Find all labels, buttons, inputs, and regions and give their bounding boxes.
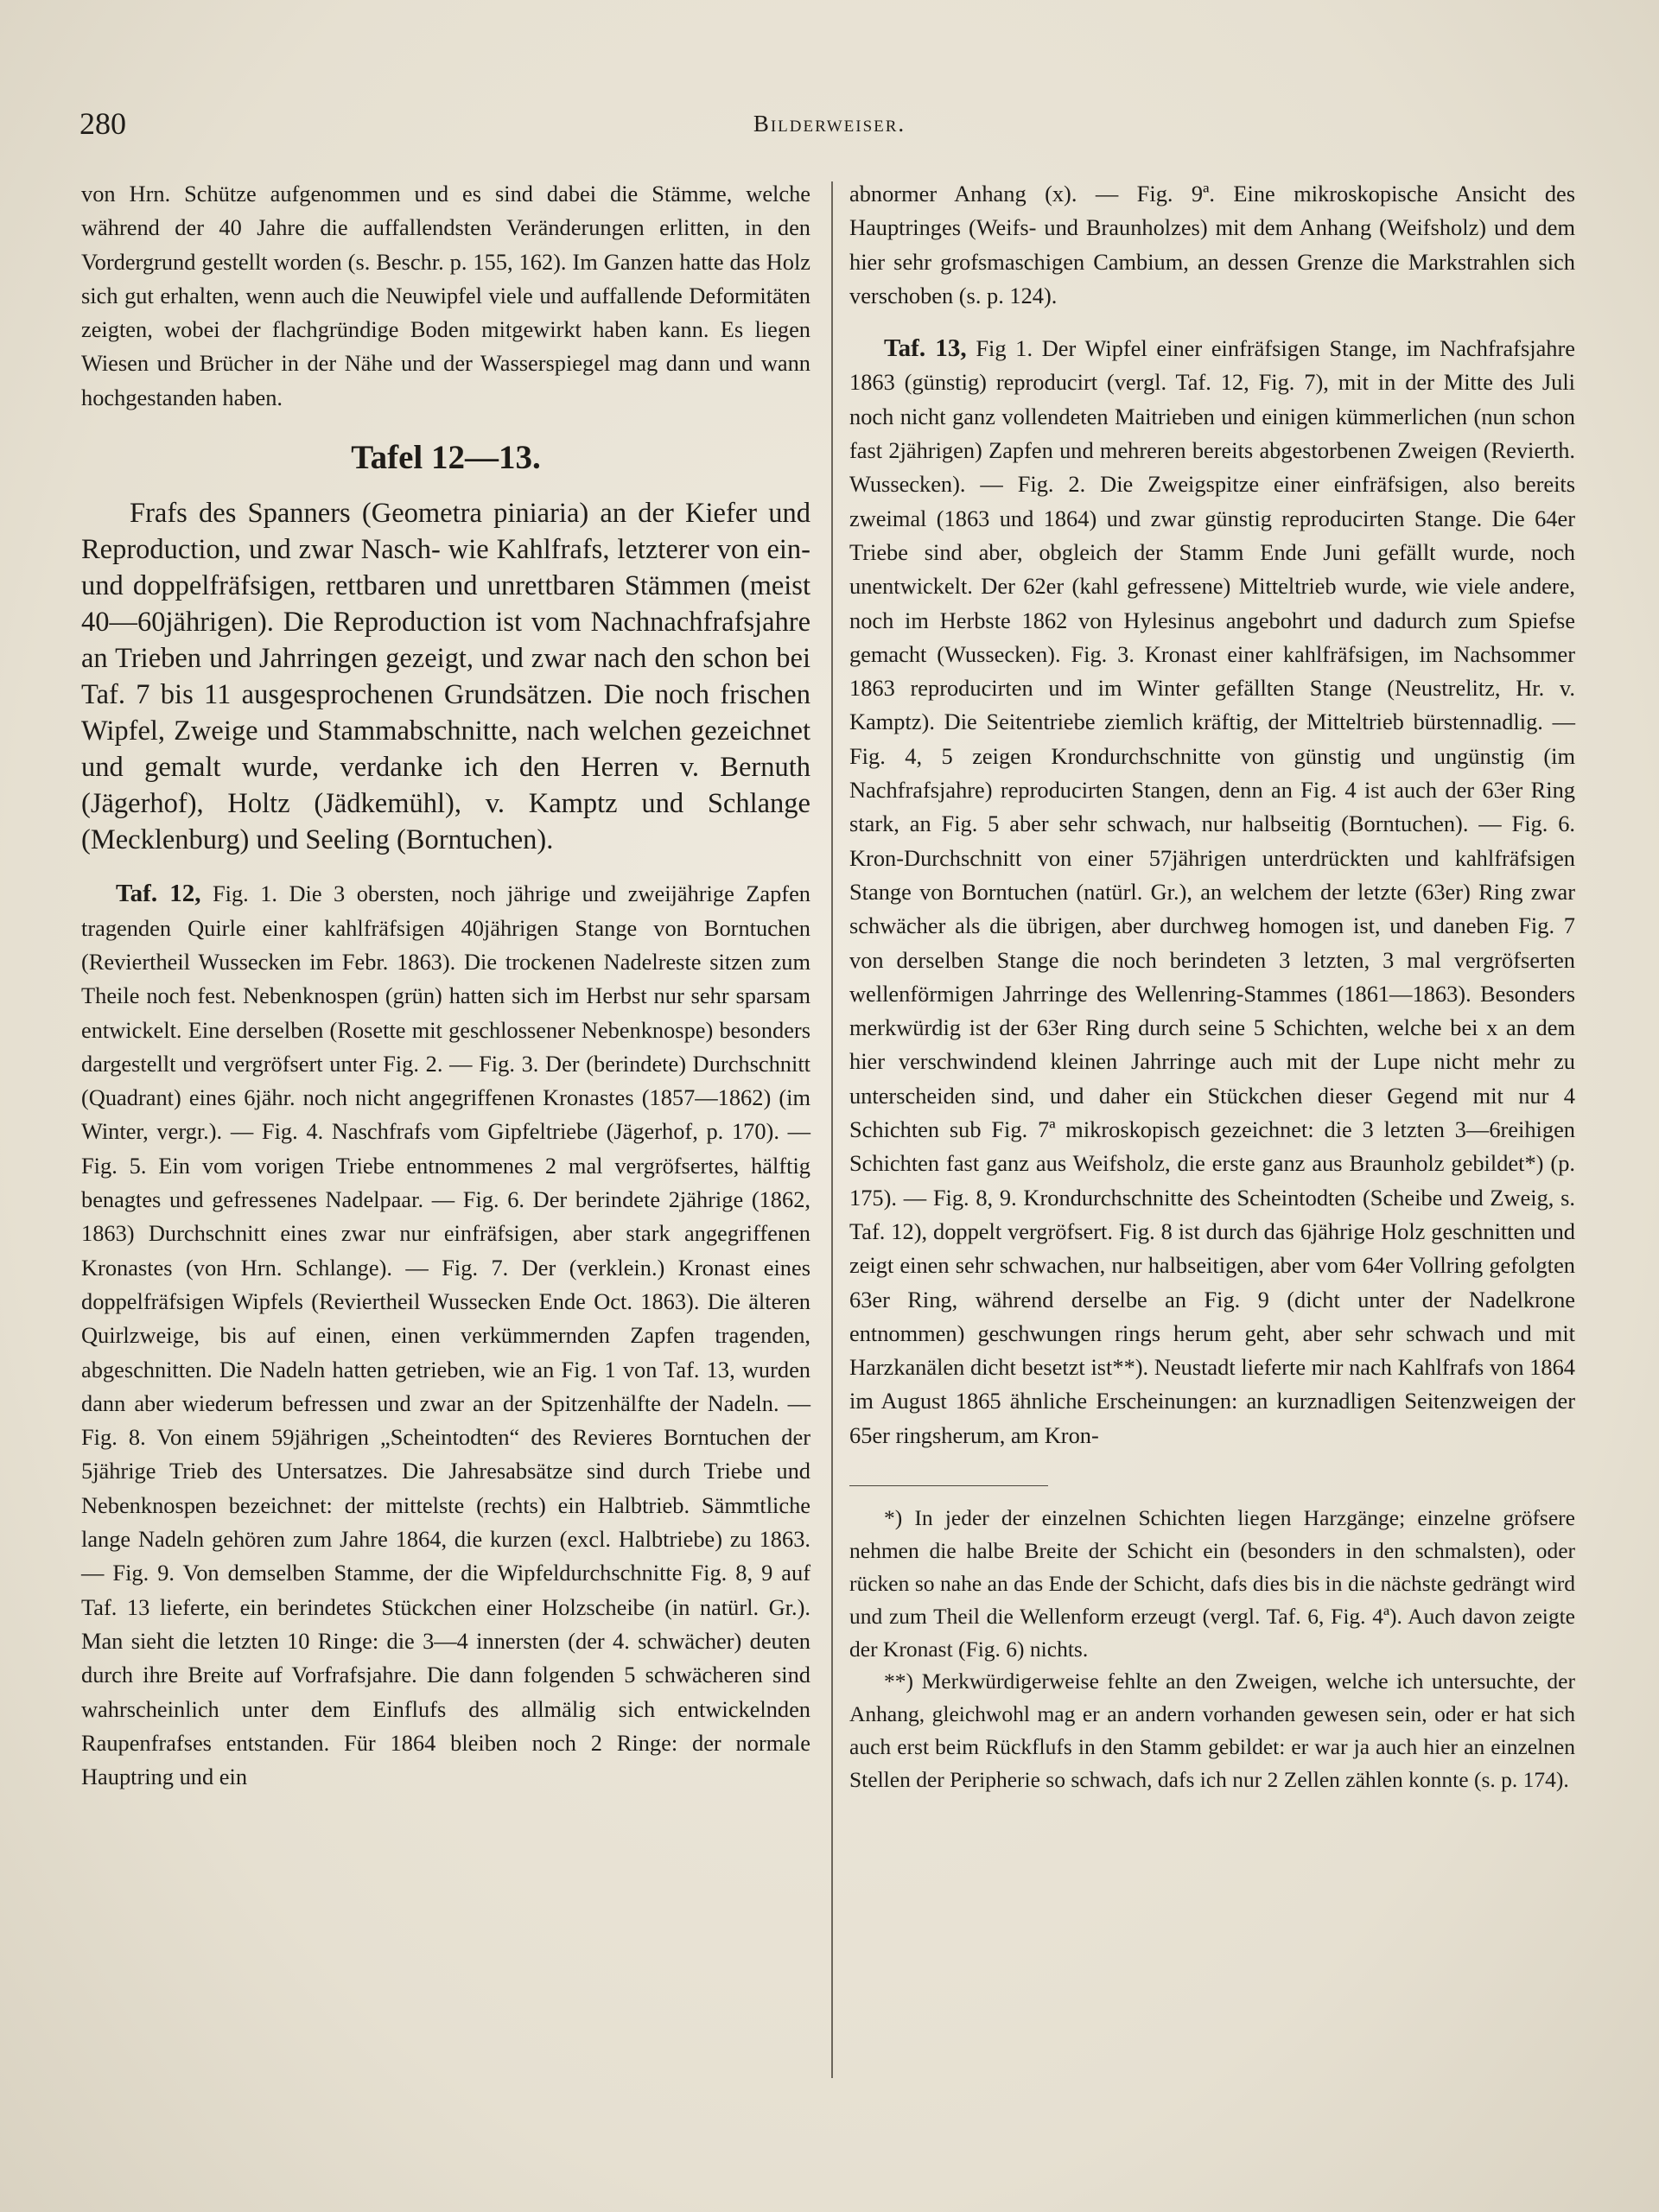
taf12-text: Fig. 1. Die 3 obersten, noch jährige und zweijährige Zapfen tragenden Quirle einer kahlfräfsigen 40jährigen Stange von Borntuchen (Reviertheil Wussecken im Febr. 1863). Die trockenen Nadelreste sitzen zum Theile noch fest. Nebenknospen (grün) hatten sich im Herbst nur sehr sparsam entwickelt. Eine derselben (Rosette mit geschlossener Nebenknospe) besonders dargestellt und vergröfsert unter Fig. 2. — Fig. 3. Der (berindete) Durchschnitt (Quadrant) eines 6jähr. noch nicht angegriffenen Kronastes (1857—1862) (im Winter, vergr.). — Fig. 4. Naschfrafs vom Gipfeltriebe (Jägerhof, p. 170). — Fig. 5. Ein vom vorigen Triebe entnommenes 2 mal vergröfsertes, hälftig benagtes und gefressenes Nadelpaar. — Fig. 6. Der berindete 2jährige (1862, 1863) Durchschnitt eines zwar nur einfräfsigen, aber stark angegriffenen Kronastes (von Hrn. Schlange). — Fig. 7. Der (verklein.) Kronast eines doppelfräfsigen Wipfels (Reviertheil Wussecken Ende Oct. 1863). Die älteren Quirlzweige, bis auf einen, einen verkümmernden Zapfen tragenden, abgeschnitten. Die Nadeln hatten getrieben, wie an Fig. 1 von Taf. 13, wurden dann aber wiederum befressen und zwar an der Spitzenhälfte der Nadeln. — Fig. 8. Von einem 59jährigen „Scheintodten“ des Revieres Borntuchen der 5jährige Trieb des Untersatzes. Die Jahresabsätze sind durch Triebe und Nebenknospen bezeichnet: der mittelste (rechts) ein Halbtrieb. Sämmtliche lange Nadeln gehören zum Jahre 1864, die kurzen (excl. Halbtriebe) zu 1863. — Fig. 9. Von demselben Stamme, der die Wipfeldurchschnitte Fig. 8, 9 auf Taf. 13 lieferte, ein berindetes Stückchen einer Holzscheibe (in natürl. Gr.). Man sieht die letzten 10 Ringe: die 3—4 innersten (der 4. schwächer) deuten durch ihre Breite auf Vorfrafsjahre. Die dann folgenden 5 schwächeren sind wahrscheinlich unter dem Einflufs des allmälig sich entwickelnden Raupenfrafses entstanden. Für 1864 bleiben noch 2 Ringe: der normale Hauptring und ein [81,880,810,1790]
running-head [79,105,1580,140]
column-divider [831,181,833,2078]
footnote-2: **) Merkwürdigerweise fehlte an den Zweigen, welche ich untersuchte, der Anhang, gleichwohl mag er an andern vorhanden gewesen sein, oder er hat sich auch erst beim Rückflufs in den Stamm gebildet: er war ja auch hier an einzelnen Stellen der Peripherie so schwach, dafs ich nur 2 Zellen zählen konnte (s. p. 174). [849,1669,1575,1792]
left-column [81,177,810,1794]
footnote-1: *) In jeder der einzelnen Schichten liegen Harzgänge; einzelne gröfsere nehmen die halbe Breite der Schicht ein (besonders in den schmalsten), oder rücken so nahe an das Ende der Schicht, dafs dies bis in die nächste gedrängt wird und zum Theil die Wellenform erzeugt (vergl. Taf. 6, Fig. 4ª). Auch davon zeigte der Kronast (Fig. 6) nichts. [849,1505,1575,1662]
taf12-label: Taf. 12, [116,880,201,908]
taf13-text: Fig 1. Der Wipfel einer einfräfsigen Stange, im Nachfrafsjahre 1863 (günstig) reproducirt (vergl. Taf. 12, Fig. 7), mit in der Mitte des Juli noch nicht ganz vollendeten Maitrieben und einigen kümmerlichen (nun schon fast 2jährigen) Zapfen und mehreren bereits abgestorbenen Zweigen (Revierth. Wussecken). — Fig. 2. Die Zweigspitze einer einfräfsigen, also bereits zweimal (1863 und 1864) und zwar günstig reproducirten Stange. Die 64er Triebe sind aber, obgleich der Stamm Ende Juni gefällt wurde, noch unentwickelt. Der 62er (kahl gefressene) Mitteltrieb wurde, wie viele andere, noch im Herbste 1862 von Hylesinus angebohrt und dadurch zum Spiefse gemacht (Wussecken). Fig. 3. Kronast einer kahlfräfsigen, im Nachsommer 1863 reproducirten und im Winter gefällten Stange (Neustrelitz, Hr. v. Kamptz). Die Seitentriebe ziemlich kräftig, der Mitteltrieb bürstennadlig. — Fig. 4, 5 zeigen Krondurchschnitte von günstig und ungünstig (im Nachfrafsjahre) reproducirten Stangen, denn an Fig. 4 ist auch der 63er Ring stark, an Fig. 5 aber sehr schwach, nur halbseitig (Borntuchen). — Fig. 6. Kron-Durchschnitt von einer 57jährigen unterdrückten und kahlfräfsigen Stange von Borntuchen (natürl. Gr.), an welchem der letzte (63er) Ring zwar schwächer als die übrigen, aber durchweg homogen ist, und daneben Fig. 7 von derselben Stange die noch berindeten 3 letzten, 3 mal vergröfserten wellenförmigen Jahrringe des Wellenring-Stammes (1861—1863). Besonders merkwürdig ist der 63er Ring durch seine 5 Schichten, welche bei x an dem hier verschwindend kleinen Jahrringe auch mit der Lupe nicht mehr zu unterscheiden sind, und daher ein Stückchen dieser Gegend mit nur 4 Schichten sub Fig. 7ª mikroskopisch gezeichnet: die 3 letzten 3—6reihigen Schichten fast ganz aus Weifsholz, die erste ganz aus Braunholz gebildet*) (p. 175). — Fig. 8, 9. Krondurchschnitte des Scheintodten (Scheibe und Zweig, s. Taf. 12), doppelt vergröfsert. Fig. 8 ist durch das 6jährige Holz geschnitten und zeigt einen sehr schwachen, nur halbseitigen, aber vom 64er Vollring gefolgten 63er Ring, während derselbe an Fig. 9 (dicht unter der Nadelkrone entnommen) geschwungen rings herum geht, aber sehr schwach und mit Harzkanälen dicht besetzt ist**). Neustadt lieferte mir nach Kahlfrafs von 1864 im August 1865 ähnliche Erscheinungen: an kurznadligen Seitenzweigen der 65er ringsherum, am Kron- [849,335,1575,1448]
running-title: Bilderweiser. [753,111,906,137]
intro-paragraph: von Hrn. Schütze aufgenommen und es sind dabei die Stämme, welche während der 40 Jahre die auffallendsten Veränderungen erlitten, in den Vordergrund gestellt worden (s. Beschr. p. 155, 162). Im Ganzen hatte das Holz sich gut erhalten, wenn auch die Neuwipfel viele und auffallende Deformitäten zeigten, wobei der flachgründige Boden mitgewirkt haben kann. Es liegen Wiesen und Brücher in der Nähe und der Wasserspiegel mag dann und wann hochgestanden haben. [81,181,810,410]
footnote-rule [849,1485,1048,1487]
plate-heading: Tafel 12—13. [351,439,541,477]
continuation-paragraph: abnormer Anhang (x). — Fig. 9ª. Eine mikroskopische Ansicht des Hauptringes (Weifs- und Braunholzes) mit dem Anhang (Weifsholz) und dem hier sehr grofsmaschigen Cambium, an dessen Grenze die Markstrahlen sich verschoben (s. p. 124). [849,181,1575,308]
page-number: 280 [79,106,126,141]
right-column [849,177,1575,1796]
plate-summary-paragraph: Frafs des Spanners (Geometra piniaria) an der Kiefer und Reproduction, und zwar Nasch- wie Kahlfrafs, letzterer von ein- und doppelfräfsigen, rettbaren und unrettbaren Stämmen (meist 40—60jährigen). Die Reproduction ist vom Nachnachfrafsjahre an Trieben und Jahrringen gezeigt, und zwar nach den schon bei Taf. 7 bis 11 ausgesprochenen Grundsätzen. Die noch frischen Wipfel, Zweige und Stammabschnitte, nach welchen gezeichnet und gemalt wurde, verdanke ich den Herren v. Bernuth (Jägerhof), Holtz (Jädkemühl), v. Kamptz und Schlange (Mecklenburg) und Seeling (Borntuchen). [81,498,810,856]
taf13-label: Taf. 13, [884,334,967,363]
taf12-paragraph [81,877,810,1794]
taf13-paragraph [849,332,1575,1452]
